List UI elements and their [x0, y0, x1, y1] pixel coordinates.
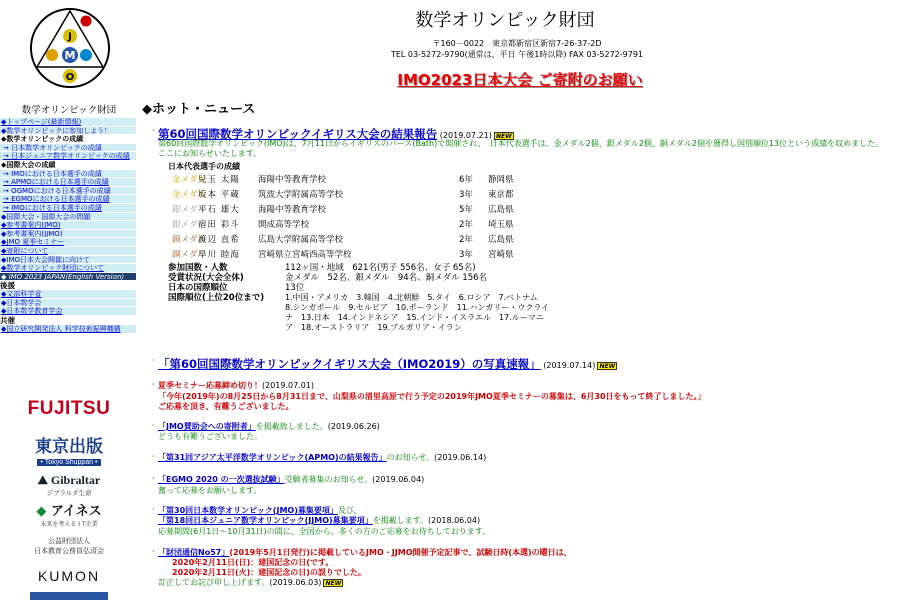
jmo-logo-icon — [28, 6, 112, 90]
address-line: 〒160－0022 東京都新宿区新宿7-26-37-2D — [432, 39, 602, 48]
news-date: (2019.07.21) — [439, 131, 492, 140]
sponsor-tokyo-shuppan-logo[interactable] — [0, 432, 138, 467]
sidebar-item[interactable]: ◆国立研究開発法人 科学技術振興機構 — [0, 325, 136, 334]
stat-label: 日本の国際順位 — [168, 283, 228, 293]
sidebar-item[interactable]: ◆数学オリンピック財団について — [0, 264, 136, 273]
medalist-name: 兒玉 太陽 — [198, 175, 240, 185]
sponsor-fujitsu-logo[interactable]: FUJITSU — [27, 398, 111, 419]
medalist-prefecture: 静岡県 — [488, 175, 514, 185]
medalist-school: 開成高等学校 — [258, 220, 310, 230]
ranking-list: 1.中国・アメリカ 3.韓国 4.北朝鮮 5.タイ 6.ロシア 7.ベトナム 8.シンガポール 9.セルビア 10.ポーランド 11.ハンガリー・ウクライナ 13.日本 14.インドネシア 15.インド・イスラエル 17.ルーマニア 18.オーストラリア 19.ブルガリア・イラン — [285, 293, 550, 332]
summer-seminar-line2: ご応募を頂き、有難うございました。 — [158, 402, 294, 411]
medalist-prefecture: 広島県 — [488, 235, 514, 245]
medalist-grade: 2年 — [459, 235, 473, 245]
sidebar-item[interactable]: → EGMOにおける日本選手の成績 — [0, 195, 136, 204]
jmo-guidelines-line3: 応募期間(6月1日～10月31日)の間に、全国から、多くの方のご応募をお待ちしております。 — [158, 527, 491, 536]
sidebar-nav — [0, 118, 136, 334]
photo-report-link[interactable]: 「第60回国際数学オリンピックイギリス大会（IMO2019）の写真速報」 — [158, 357, 541, 371]
sidebar-item[interactable]: ◆日本数学教育学会 — [0, 307, 136, 316]
medal-type: 金メダル — [172, 175, 207, 185]
ines-name — [0, 500, 138, 519]
sponsor-jmf-logo[interactable] — [0, 536, 138, 556]
new-badge-icon: NEW — [597, 362, 617, 370]
sidebar-item[interactable]: → 日本数学オリンピックの成績 — [0, 144, 136, 153]
news-item-apmo — [152, 452, 487, 463]
imo-results-link[interactable]: 第60回国際数学オリンピックイギリス大会の結果報告 — [158, 127, 438, 141]
news-item-summer-seminar — [152, 380, 315, 391]
correction-line4-wrap — [158, 577, 343, 588]
news-date: (2019.07.01) — [262, 381, 315, 390]
ines-text: アイネス — [50, 504, 102, 519]
svg-text:O: O — [65, 72, 75, 83]
correction-line2: 2020年2月11日(日)：建国記念の日(です。 — [172, 558, 334, 567]
stat-value: 13位 — [285, 283, 305, 293]
medalist-name: 早川 睦海 — [198, 250, 240, 260]
bullet-icon: · — [152, 380, 155, 389]
imo-results-body: 第60回国際数学オリンピック(IMO)は、7月11日からイギリスのバース(Bath)で開催され、 日本代表選手は、金メダル2個、銀メダル2個、銅メダル2個を獲得し国別順位13位という成績を収めました。ここにお知らせいたします。 — [158, 139, 884, 158]
medalist-school: 広島大学附属高等学校 — [258, 235, 344, 245]
site-title: 数学オリンピック財団 — [415, 10, 595, 31]
medal-type: 銅メダル — [172, 250, 207, 260]
sidebar-section-heading: 後援 — [0, 281, 15, 291]
ines-sub: 未来を考える I T企業 — [40, 521, 98, 528]
donors-link[interactable]: 「JMO賛助会への寄附者」 — [158, 422, 256, 431]
medalist-grade: 3年 — [459, 190, 473, 200]
news-date: (2019.06.26) — [327, 422, 380, 431]
sidebar-item[interactable]: ◆IMO日本大会開催に向けて — [0, 256, 136, 265]
jmo-guidelines-link[interactable]: 「第30回日本数学オリンピック(JMO)募集要項」 — [158, 506, 338, 515]
ines-emblem-icon: ◆ — [36, 504, 47, 519]
sidebar-item[interactable]: → IMOにおける日本選手の成績 — [0, 170, 136, 179]
sidebar-item[interactable]: ◆ IMO 2023 JAPAN(English Version) — [0, 273, 136, 282]
correction-line1: (2019年5月1日発行)に掲載しているJMO・JJMO開催予定記事で、試験日時(本選)の曜日は、 — [229, 548, 572, 557]
sidebar-item[interactable]: ◆JMO 夏季セミナー — [0, 238, 136, 247]
sidebar-item[interactable]: → APMOにおける日本選手の成績 — [0, 178, 136, 187]
news-item-egmo — [152, 474, 425, 485]
news-date: (2019.06.03) — [269, 578, 322, 587]
jmf-line2: 日本教育公務員弘済会 — [34, 547, 104, 555]
medalist-school: 海陽中等教育学校 — [258, 175, 327, 185]
sponsor-gibraltar-logo[interactable] — [0, 473, 138, 497]
gibraltar-name — [0, 473, 138, 488]
jmf-line1: 公益財団法人 — [48, 537, 90, 545]
sidebar — [0, 0, 138, 600]
medalist-school: 筑波大学附属高等学校 — [258, 190, 344, 200]
bullet-icon: · — [152, 452, 155, 461]
sidebar-item[interactable]: ◆参考書案内(JJMO) — [0, 230, 136, 239]
news-date: (2019.06.04) — [372, 475, 425, 484]
stat-label: 受賞状況(大会全体) — [168, 273, 244, 283]
gibraltar-sub: ジブラルタ生命 — [46, 489, 92, 497]
medalist-school: 海陽中等教育学校 — [258, 205, 327, 215]
stat-label: 参加国数・人数 — [168, 263, 228, 273]
apmo-tail: のお知らせ。 — [386, 453, 435, 462]
gibraltar-text: Gibraltar — [50, 473, 101, 487]
new-badge-icon: NEW — [494, 132, 514, 140]
sidebar-item[interactable]: ◆参考書案内(JMO) — [0, 221, 136, 230]
sidebar-item[interactable]: ◆トップページ(最新情報) — [0, 118, 136, 127]
egmo-exam-link[interactable]: 「EGMO 2020 の一次選抜試験」 — [158, 475, 285, 484]
sidebar-item[interactable]: ◆文部科学省 — [0, 290, 136, 299]
new-badge-icon: NEW — [323, 579, 343, 587]
news-date: (2018.06.04) — [428, 516, 481, 525]
sponsor-ines-logo[interactable] — [0, 500, 138, 528]
tokyo-shuppan-name: 東京出版 — [35, 437, 103, 457]
sidebar-item[interactable]: → OGMOにおける日本選手の成績 — [0, 187, 136, 196]
medal-type: 銀メダル — [172, 205, 207, 215]
summer-seminar-line1: 「今年(2019年)の8月25日から8月31日まで、山梨県の清里高原で行う予定の2019年JMO夏季セミナーの募集は、6月30日をもって終了しました。」 — [158, 392, 706, 401]
stat-value: 金メダル 52名、銀メダル 94名、銅メダル 156名 — [285, 273, 488, 283]
stat-label: 国際順位(上位20位まで) — [168, 293, 265, 303]
medalist-grade: 5年 — [459, 205, 473, 215]
bullet-icon: · — [152, 474, 155, 483]
medalist-prefecture: 宮崎県 — [488, 250, 514, 260]
bullet-icon: · — [152, 505, 155, 514]
stat-value: 112ヶ国・地域 621名(男子 556名、女子 65名) — [285, 263, 476, 273]
results-heading: 日本代表選手の成績 — [168, 162, 240, 171]
summer-seminar-title: 夏季セミナー応募締め切り！ — [158, 381, 262, 390]
imo2023-donation-link[interactable]: IMO2023日本大会 ご寄附のお願い — [397, 71, 643, 89]
bullet-icon: · — [152, 547, 155, 556]
jmo-logo[interactable] — [28, 6, 112, 90]
org-name-small: 数学オリンピック財団 — [21, 105, 117, 116]
sidebar-item[interactable]: ◆寄附について — [0, 247, 136, 256]
jmo-mid: 及び、 — [337, 506, 362, 515]
jjmo-guidelines-link[interactable]: 「第18回日本ジュニア数学オリンピック(JJMO)募集要項」 — [158, 516, 373, 525]
sidebar-item[interactable]: → 日本ジュニア数学オリンピックの成績 — [0, 152, 136, 161]
svg-text:J: J — [68, 31, 72, 43]
medalist-name: 坂本 平蔵 — [198, 190, 240, 200]
egmo-line2: 奮って応募をお願いします。 — [158, 486, 262, 495]
news-item-jjmo-guidelines — [158, 515, 480, 526]
medal-type: 銅メダル — [172, 235, 207, 245]
news-item-photo-report — [152, 356, 617, 372]
gibraltar-emblem-icon: ⛰ — [37, 473, 48, 487]
medal-type: 金メダル — [172, 190, 207, 200]
sidebar-section-heading: 共催 — [0, 316, 15, 326]
medalist-grade: 3年 — [459, 250, 473, 260]
jjmo-tail: を掲載します。 — [372, 516, 429, 525]
medalist-prefecture: 広島県 — [488, 205, 514, 215]
sidebar-item[interactable]: ◆国際大会・国際大会の問題 — [0, 213, 136, 222]
correction-line4: 訂正してお詫び申し上げます。 — [158, 578, 270, 587]
svg-text:M: M — [64, 49, 76, 62]
sponsor-kumon-logo[interactable]: KUMON — [37, 568, 101, 584]
newsletter57-link[interactable]: 「財団通信No57」 — [158, 548, 230, 557]
bullet-icon: · — [152, 356, 155, 365]
tel-fax-line: TEL 03-5272-9790(通常は、平日 午後1時以降) FAX 03-5272-9791 — [390, 50, 644, 59]
medalist-prefecture: 埼玉県 — [488, 220, 514, 230]
news-date: (2019.06.14) — [434, 453, 487, 462]
medal-type: 銀メダル — [172, 220, 207, 230]
donors-line2: どうも有難うございました。 — [158, 432, 262, 441]
sidebar-item: ◆国際大会の成績 — [0, 161, 136, 170]
egmo-tail: 受験者募集のお知らせ。 — [284, 475, 373, 484]
medalist-school: 宮崎県立宮崎西高等学校 — [258, 250, 352, 260]
donors-tail: を掲載致しました。 — [255, 422, 328, 431]
apmo-results-link[interactable]: 「第31回アジア太平洋数学オリンピック(APMO)の結果報告」 — [158, 453, 387, 462]
news-date: (2019.07.14) — [543, 361, 596, 370]
sidebar-item[interactable]: ◆日本数学会 — [0, 299, 136, 308]
bullet-icon: · — [152, 421, 155, 430]
medalist-name: 平石 雄大 — [198, 205, 240, 215]
medalist-name: 宿田 彩斗 — [198, 220, 240, 230]
medalist-name: 渡辺 直希 — [198, 235, 240, 245]
tokyo-shuppan-en: • Tokyo Shuppan • — [37, 459, 102, 466]
sidebar-item: ◆数学オリンピックの成績 — [0, 135, 136, 144]
medalist-prefecture: 東京都 — [488, 190, 514, 200]
correction-line3: 2020年2月11日(火)：建国記念の日)の誤りでした。 — [172, 568, 366, 577]
medalist-grade: 6年 — [459, 175, 473, 185]
medalist-grade: 2年 — [459, 220, 473, 230]
sponsor-cut-banner[interactable] — [30, 592, 108, 600]
hot-news-heading: ◆ホット・ニュース — [142, 102, 256, 117]
bullet-icon: · — [152, 126, 155, 135]
sidebar-item[interactable]: ◆数学オリンピックに参加しよう！ — [0, 127, 136, 136]
sidebar-item[interactable]: → IMOにおける日本選手の成績 — [0, 204, 136, 213]
